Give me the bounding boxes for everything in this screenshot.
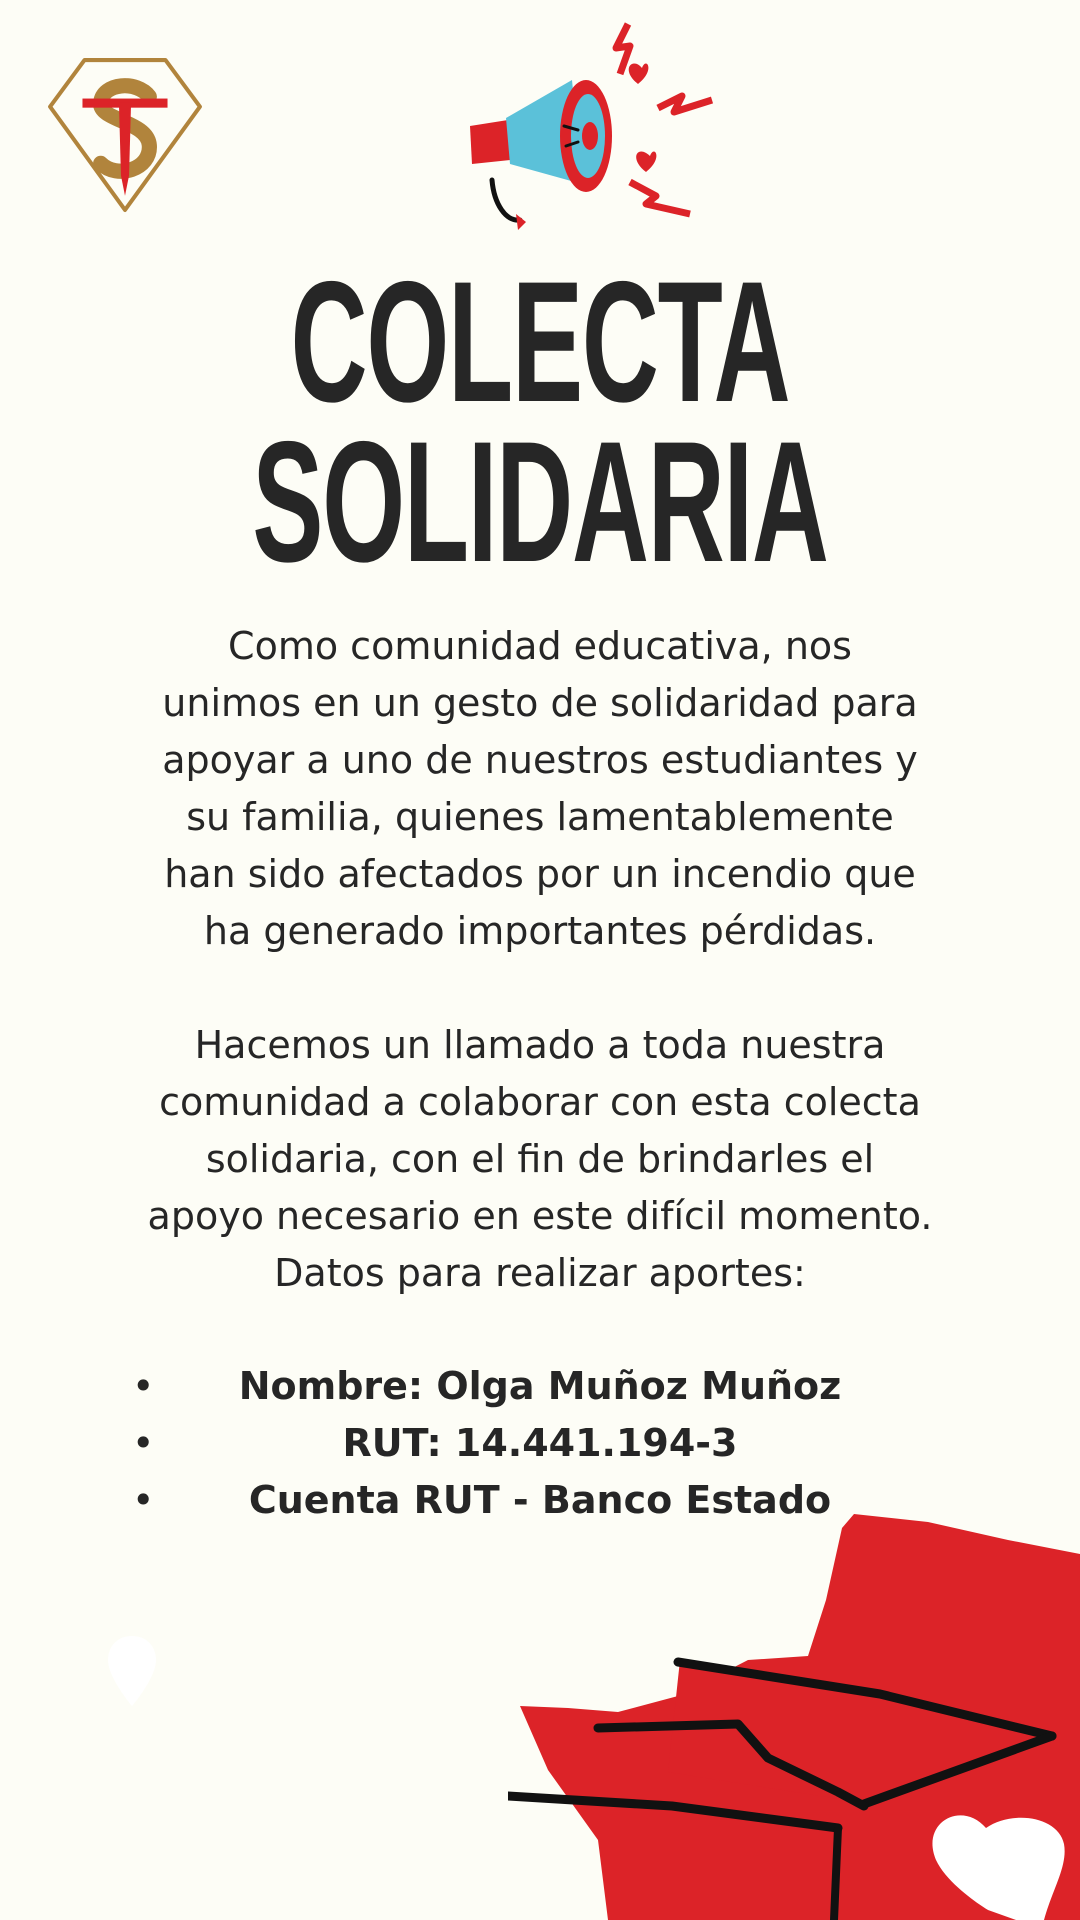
call-line: solidaria, con el fin de brindarles el: [205, 1137, 875, 1181]
megaphone-icon: [460, 8, 720, 236]
intro-line: Como comunidad educativa, nos: [228, 624, 852, 668]
title-line-2: SOLIDARIA: [252, 406, 828, 598]
call-line: comunidad a colaborar con esta colecta: [159, 1080, 921, 1124]
call-paragraph: [70, 1017, 1010, 1245]
title-line-1: COLECTA: [290, 246, 790, 438]
donation-box-heart-icon: [508, 1510, 1080, 1920]
school-crest-logo: [44, 54, 206, 216]
intro-line: su familia, quienes lamentablemente: [186, 795, 894, 839]
location-pin-icon: [104, 1632, 160, 1710]
intro-line: ha generado importantes pérdidas.: [203, 909, 877, 953]
bullet: •: [132, 1478, 155, 1522]
intro-line: unimos en un gesto de solidaridad para: [162, 681, 918, 725]
list-item: [120, 1415, 960, 1472]
page-title: [0, 246, 1080, 598]
bullet: •: [132, 1364, 155, 1408]
intro-line: apoyar a uno de nuestros estudiantes y: [162, 738, 918, 782]
account-rut: RUT: 14.441.194-3: [342, 1421, 738, 1465]
intro-line: han sido afectados por un incendio que: [164, 852, 916, 896]
call-line: apoyo necesario en este difícil momento.: [147, 1194, 933, 1238]
list-item: [120, 1358, 960, 1415]
bullet: •: [132, 1421, 155, 1465]
account-name: Nombre: Olga Muñoz Muñoz: [238, 1364, 842, 1408]
account-type: Cuenta RUT - Banco Estado: [248, 1478, 832, 1522]
data-heading: Datos para realizar aportes:: [274, 1251, 806, 1295]
intro-paragraph: [70, 618, 1010, 960]
contribution-data-list: [120, 1358, 960, 1529]
call-line: Hacemos un llamado a toda nuestra: [194, 1023, 886, 1067]
